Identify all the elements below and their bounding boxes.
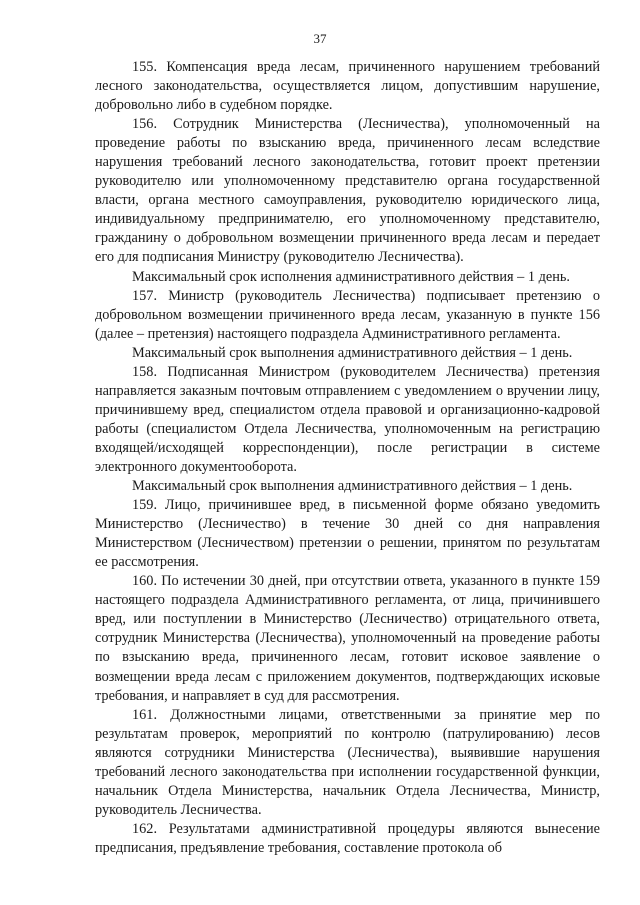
paragraph-161: 161. Должностными лицами, ответственными за принятие мер по результатам проверок, мероприятий по контролю (патрулированию) лесов являются сотрудники Министерства (Лесничества), выявившие нарушения требований лесного законодательства при исполнении государственной функции, начальник Отдела Министерства, начальник Отдела Лесничества, Министр, руководитель Лесничества.: [95, 706, 600, 818]
page-number: 37: [313, 31, 327, 46]
paragraph-158: 158. Подписанная Министром (руководителем Лесничества) претензия направляется заказным почтовым отправлением с уведомлением о вручении лицу, причинившему вред, специалистом отдела правовой и организационно-кадровой работы (специалистом Отдела Лесничества, уполномоченным на регистрацию входящей/исходящей корреспонденции), после регистрации в системе электронного документооборота.: [95, 363, 600, 475]
paragraph-160: 160. По истечении 30 дней, при отсутствии ответа, указанного в пункте 159 настоящего подраздела Административного регламента, от лица, причинившего вред, или поступлении в Министерство (Лесничество) отрицательного ответа, сотрудник Министерства (Лесничества), уполномоченный на проведение работы по взысканию вреда, причиненного лесам, готовит исковое заявление о возмещении вреда лесам с приложением документов, подтверждающих исковые требования, и направляет в суд для рассмотрения.: [95, 573, 600, 704]
paragraph-156: 156. Сотрудник Министерства (Лесничества), уполномоченный на проведение работы по взысканию вреда, причиненного лесам вследствие нарушения требований лесного законодательства, готовит проект претензии руководителю или уполномоченному представителю органа государственной власти, органа местного самоуправления, руководителю юридического лица, индивидуальному предпринимателю, его уполномоченному представителю, гражданину о добровольном возмещении причиненного вреда лесам и передает его для подписания Министру (руководителю Лесничества).: [95, 116, 600, 266]
paragraph-157: 157. Министр (руководитель Лесничества) подписывает претензию о добровольном возмещении причиненного вреда лесам, указанную в пункте 156 (далее – претензия) настоящего подраздела Административного регламента.: [95, 287, 600, 342]
paragraph-159: 159. Лицо, причинившее вред, в письменной форме обязано уведомить Министерство (Лесничество) в течение 30 дней со дня направления Министерством (Лесничеством) претензии о решении, принятом по результатам ее рассмотрения.: [95, 497, 600, 571]
deadline-note: Максимальный срок исполнения административного действия – 1 день.: [132, 268, 570, 285]
paragraph-162: 162. Результатами административной процедуры являются вынесение предписания, предъявление требования, составление протокола об: [95, 820, 600, 856]
document-body: [95, 58, 600, 858]
deadline-note: Максимальный срок выполнения административного действия – 1 день.: [132, 344, 573, 361]
paragraph-155: 155. Компенсация вреда лесам, причиненного нарушением требований лесного законодательства, осуществляется лицом, допустившим нарушение, добровольно либо в судебном порядке.: [95, 59, 600, 114]
deadline-note: Максимальный срок выполнения административного действия – 1 день.: [132, 478, 573, 495]
